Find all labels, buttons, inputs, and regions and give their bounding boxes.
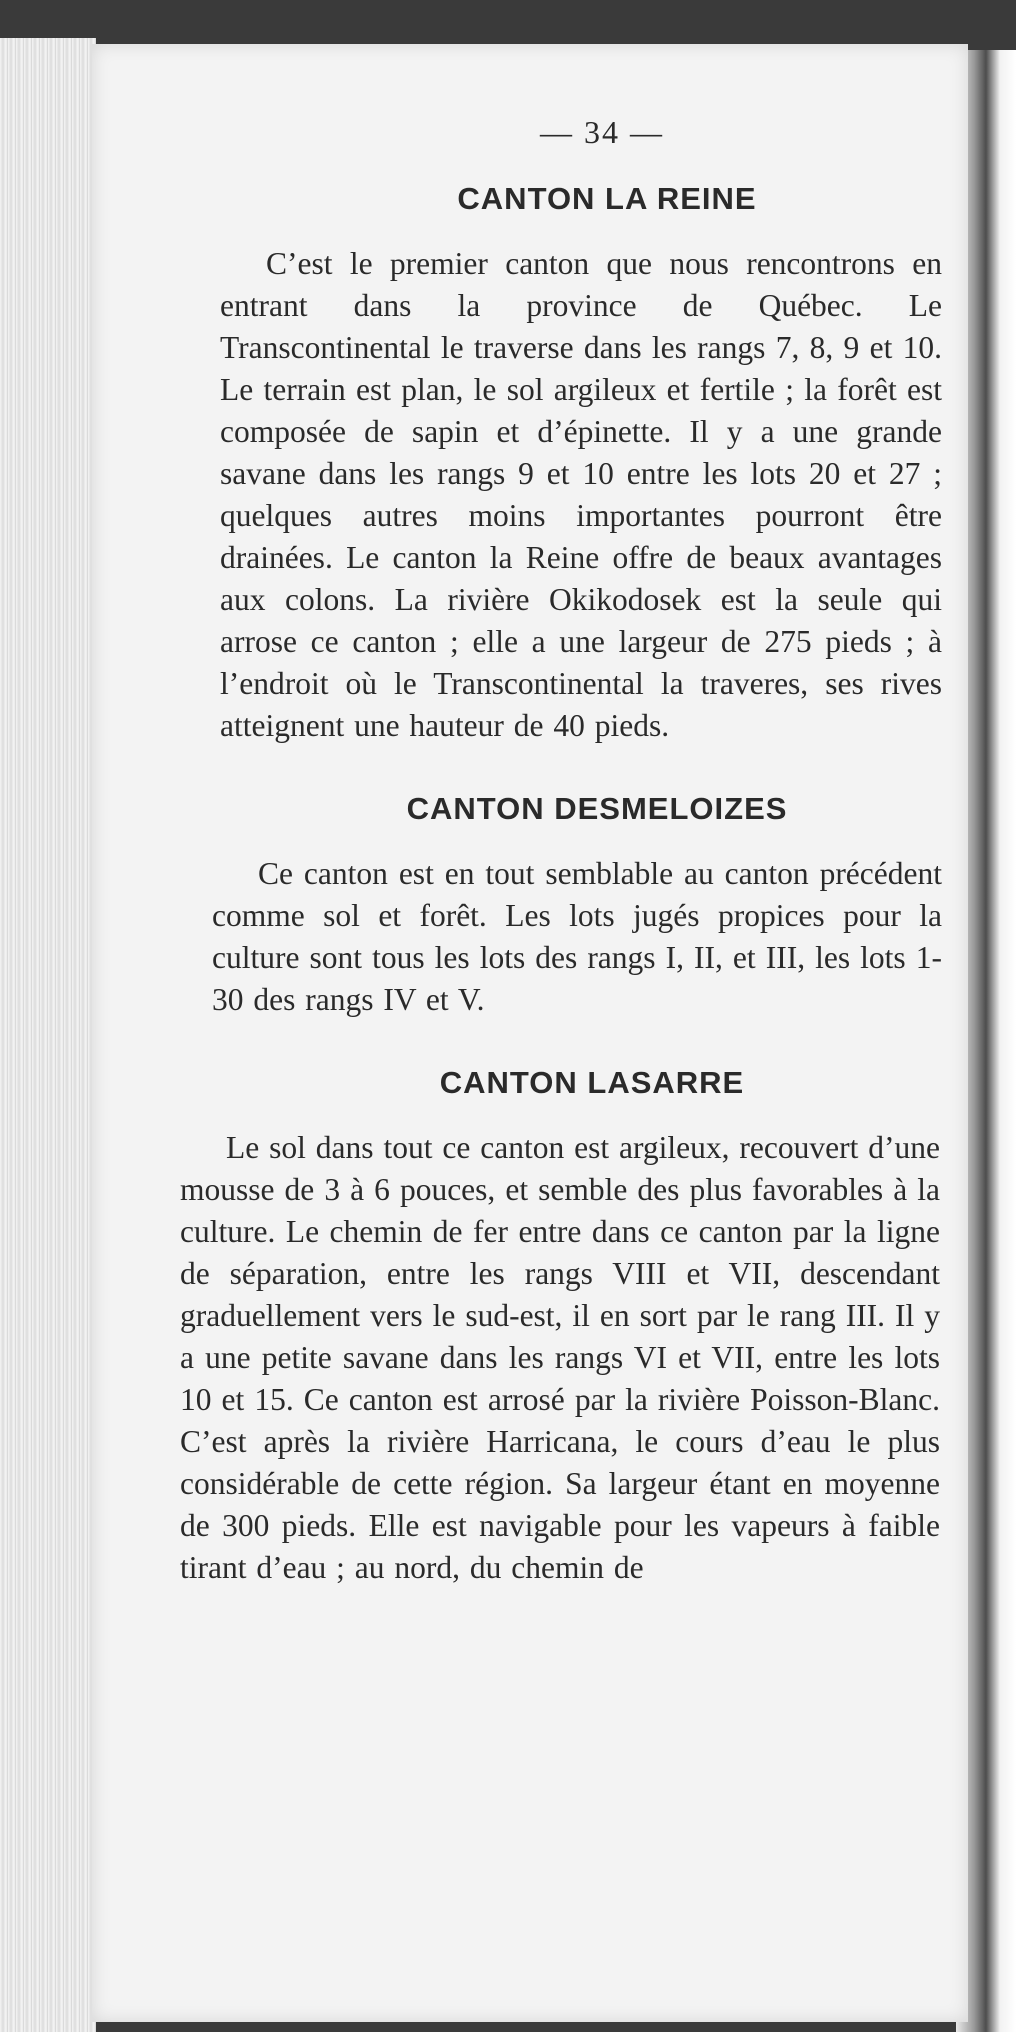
section-heading-desmeloizes: CANTON DESMELOIZES <box>406 791 788 826</box>
section-text-la-reine: C’est le premier canton que nous rencontrons en entrant dans la province de Québec. Le Transcontinental le traverse dans les rangs 7, 8, 9 et 10. Le terrain est plan, le sol argileux et fertile ; la forêt est composée de sapin et d’épinette. Il y a une grande savane dans les rangs 9 et 10 entre les lots 20 et 27 ; quelques autres moins importantes pourront être drainées. Le canton la Reine offre de beaux avantages aux colons. La rivière Okikodosek est la seule qui arrose ce canton ; elle a une largeur de 275 pieds ; à l’endroit où le Transcontinental la traveres, ses rives atteignent une hauteur de 40 pieds. <box>220 246 942 743</box>
section-heading-la-reine: CANTON LA REINE <box>457 181 757 216</box>
page-number: — 34 — <box>540 114 664 150</box>
section-text-desmeloizes: Ce canton est en tout semblable au canton précédent comme sol et forêt. Les lots jugés propices pour la culture sont tous les lots des rangs I, II, et III, les lots 1-30 des rangs IV et V. <box>212 856 942 1017</box>
section-text-lasarre: Le sol dans tout ce canton est argileux, recouvert d’une mousse de 3 à 6 pouces, et semble des plus favorables à la culture. Le chemin de fer entre dans ce canton par la ligne de séparation, entre les rangs VIII et VII, descendant graduellement vers le sud-est, il en sort par le rang III. Il y a une petite savane dans les rangs VI et VII, entre les lots 10 et 15. Ce canton est arrosé par la rivière Poisson-Blanc. C’est après la rivière Harricana, le cours d’eau le plus considérable de cette région. Sa largeur étant en moyenne de 300 pieds. Elle est navigable pour les vapeurs à faible tirant d’eau ; au nord, du chemin de <box>180 1130 940 1585</box>
book-page-edges-left <box>0 38 96 2032</box>
book-page <box>92 44 968 2022</box>
page-content <box>180 114 942 1633</box>
section-heading-lasarre: CANTON LASARRE <box>439 1065 745 1100</box>
